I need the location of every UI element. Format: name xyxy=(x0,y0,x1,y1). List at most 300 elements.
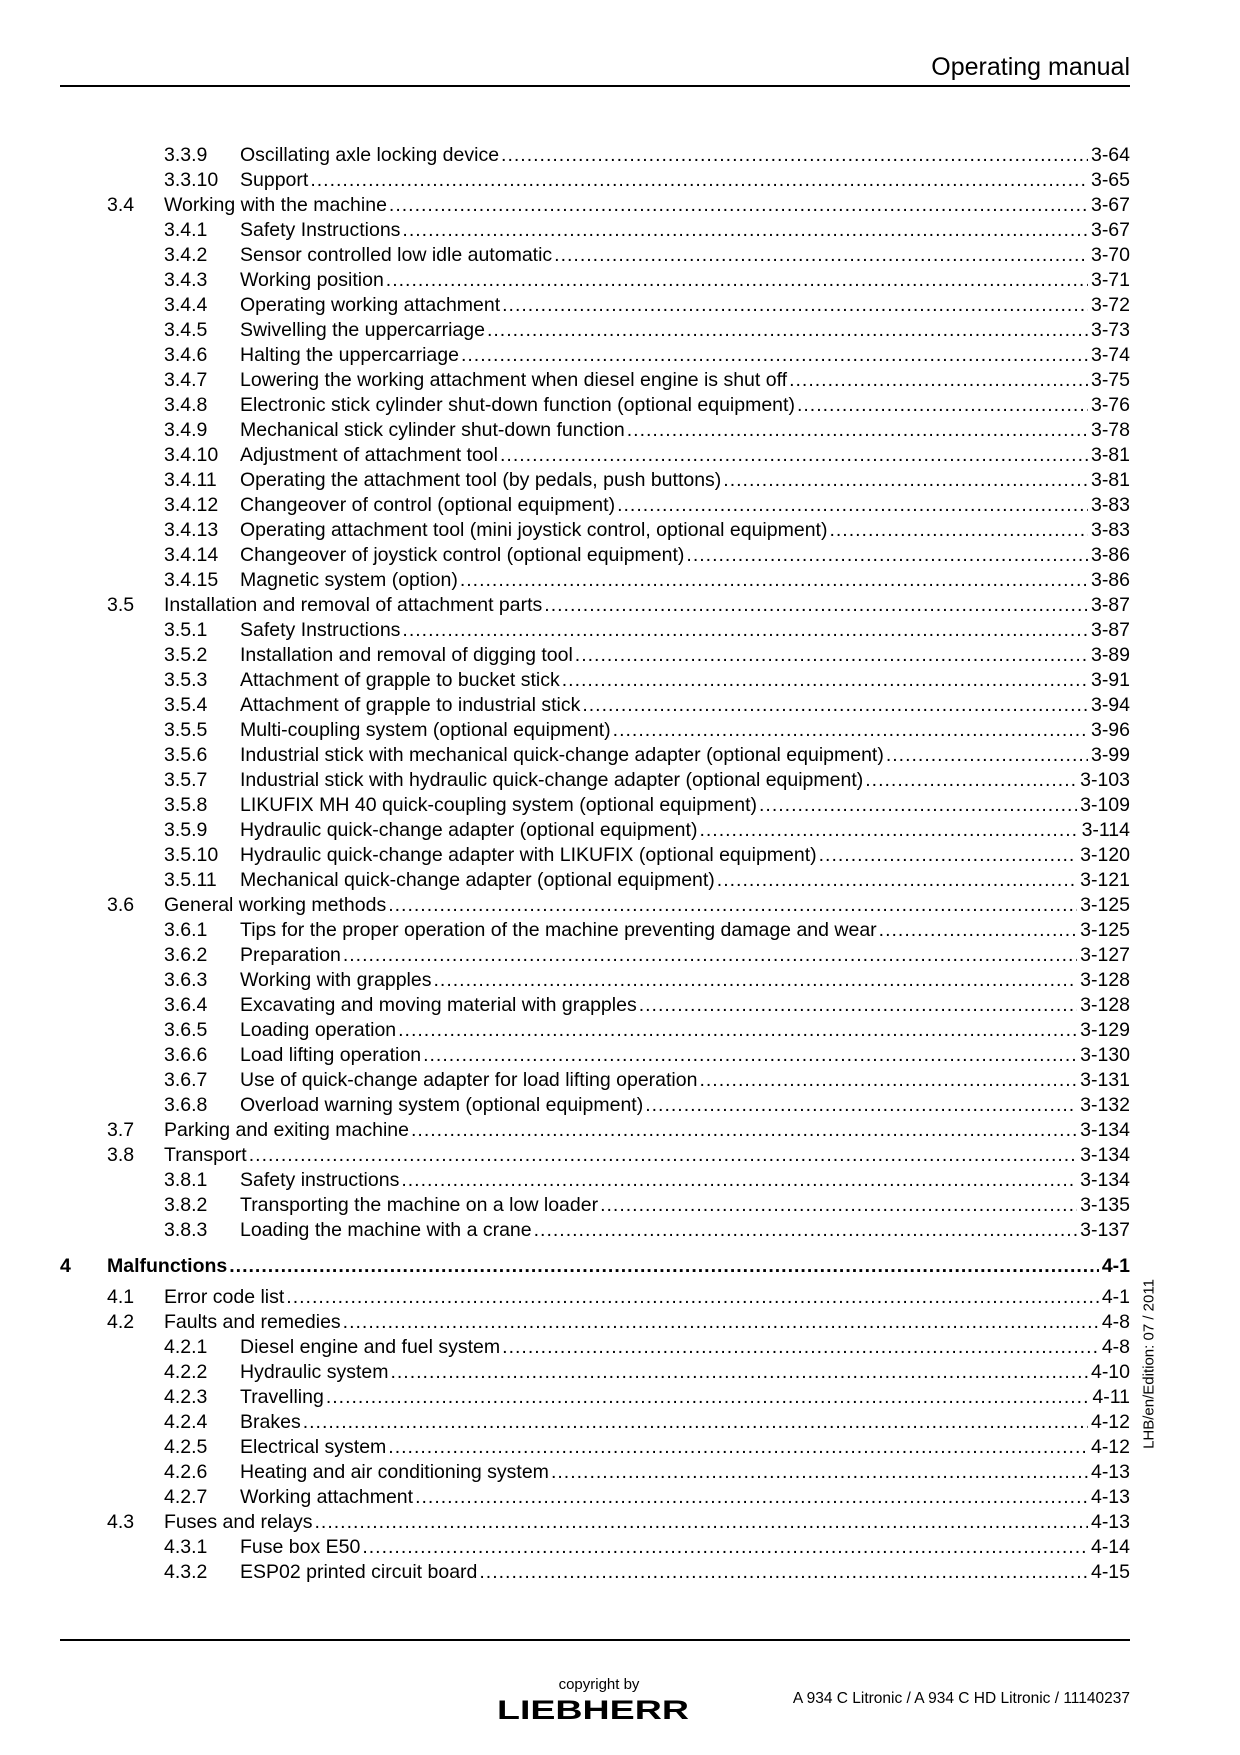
toc-dot-leader xyxy=(286,1285,1099,1310)
toc-entry-title: Operating attachment tool (mini joystick control, optional equipment) xyxy=(240,519,828,541)
toc-entry-number: 3.6 xyxy=(107,894,135,916)
toc-dot-leader xyxy=(501,143,1088,168)
toc-dot-leader xyxy=(502,293,1088,318)
toc-entry-number: 4.1 xyxy=(107,1286,135,1308)
toc-entry-number: 3.4.2 xyxy=(164,244,208,266)
toc-entry-title: Electrical system xyxy=(240,1436,387,1458)
toc-entry-number: 4.2.5 xyxy=(164,1436,208,1458)
toc-entry-title: Lowering the working attachment when diesel engine is shut off xyxy=(240,369,788,391)
toc-entry-number: 3.4.13 xyxy=(164,519,219,541)
toc-entry-line xyxy=(240,293,1130,318)
toc-entry-title: Working position xyxy=(240,269,384,291)
toc-entry[interactable] xyxy=(0,668,1240,693)
toc-entry-number: 3.6.3 xyxy=(164,969,208,991)
toc-entry-number: 3.4.3 xyxy=(164,269,208,291)
toc-dot-leader xyxy=(789,368,1088,393)
toc-dot-leader xyxy=(386,268,1088,293)
toc-entry-number: 3.5.8 xyxy=(164,794,208,816)
toc-dot-leader xyxy=(617,493,1088,518)
toc-entry[interactable] xyxy=(0,1510,1240,1535)
toc-entry[interactable] xyxy=(0,593,1240,618)
toc-entry-page: 3-135 xyxy=(1080,1194,1130,1216)
toc-entry[interactable] xyxy=(0,268,1240,293)
toc-entry[interactable] xyxy=(0,818,1240,843)
toc-entry-title: Mechanical quick-change adapter (optional equipment) xyxy=(240,869,715,891)
toc-entry-title: Loading the machine with a crane xyxy=(240,1219,532,1241)
toc-entry-title: Halting the uppercarriage xyxy=(240,344,459,366)
toc-entry-number: 3.8.2 xyxy=(164,1194,208,1216)
toc-dot-leader xyxy=(879,918,1077,943)
toc-entry[interactable] xyxy=(0,318,1240,343)
toc-entry-line xyxy=(240,1535,1130,1560)
toc-entry[interactable] xyxy=(0,393,1240,418)
toc-entry-title: Use of quick-change adapter for load lifting operation xyxy=(240,1069,698,1091)
toc-entry-line xyxy=(240,1560,1130,1585)
toc-entry-number: 3.5.10 xyxy=(164,844,219,866)
toc-entry-page: 4-12 xyxy=(1090,1411,1130,1433)
toc-entry-page: 3-132 xyxy=(1080,1094,1130,1116)
toc-entry-line xyxy=(240,918,1130,943)
toc-entry-line xyxy=(240,1193,1130,1218)
toc-entry-line xyxy=(107,1254,1130,1279)
toc-dot-leader xyxy=(402,618,1088,643)
toc-entry-line xyxy=(164,593,1130,618)
toc-entry[interactable] xyxy=(0,368,1240,393)
toc-entry-title: Fuse box E50 xyxy=(240,1536,361,1558)
toc-entry[interactable] xyxy=(0,1193,1240,1218)
toc-dot-leader xyxy=(390,1360,1088,1385)
toc-dot-leader xyxy=(500,443,1088,468)
toc-entry[interactable] xyxy=(0,493,1240,518)
toc-entry-line xyxy=(240,318,1130,343)
toc-entry-page: 3-134 xyxy=(1080,1119,1130,1141)
toc-entry-number: 3.5.7 xyxy=(164,769,208,791)
header-rule xyxy=(60,85,1130,87)
toc-entry-line xyxy=(240,218,1130,243)
toc-dot-leader xyxy=(582,693,1088,718)
toc-entry[interactable] xyxy=(0,718,1240,743)
toc-entry-number: 3.3.10 xyxy=(164,169,219,191)
toc-entry-line xyxy=(240,443,1130,468)
toc-entry-number: 3.4 xyxy=(107,194,135,216)
toc-entry-number: 3.3.9 xyxy=(164,144,208,166)
toc-entry-page: 3-134 xyxy=(1080,1169,1130,1191)
toc-entry-line xyxy=(240,1485,1130,1510)
toc-entry-title: Working with the machine xyxy=(164,194,387,216)
toc-dot-leader xyxy=(315,1510,1088,1535)
toc-entry-line xyxy=(240,1460,1130,1485)
toc-entry[interactable] xyxy=(0,743,1240,768)
toc-dot-leader xyxy=(551,1460,1088,1485)
toc-entry[interactable] xyxy=(0,1093,1240,1118)
toc-entry-line xyxy=(240,618,1130,643)
toc-entry-line xyxy=(240,418,1130,443)
toc-entry-page: 4-13 xyxy=(1090,1511,1130,1533)
toc-entry-number: 4.2.6 xyxy=(164,1461,208,1483)
toc-dot-leader xyxy=(487,318,1088,343)
toc-entry-page: 3-109 xyxy=(1080,794,1130,816)
toc-entry-line xyxy=(240,1093,1130,1118)
toc-entry-page: 3-83 xyxy=(1090,494,1130,516)
toc-dot-leader xyxy=(639,993,1077,1018)
toc-entry-line xyxy=(240,143,1130,168)
toc-entry-line xyxy=(240,1435,1130,1460)
toc-dot-leader xyxy=(461,343,1088,368)
toc-entry-title: Faults and remedies xyxy=(164,1311,341,1333)
toc-entry-title: Mechanical stick cylinder shut-down function xyxy=(240,419,625,441)
toc-entry-page: 4-14 xyxy=(1090,1536,1130,1558)
toc-entry[interactable] xyxy=(0,193,1240,218)
toc-dot-leader xyxy=(389,193,1088,218)
toc-dot-leader xyxy=(415,1485,1088,1510)
toc-entry-title: Operating the attachment tool (by pedals, push buttons) xyxy=(240,469,722,491)
toc-entry-page: 3-78 xyxy=(1090,419,1130,441)
toc-entry-line xyxy=(240,1218,1130,1243)
toc-entry[interactable] xyxy=(0,918,1240,943)
toc-entry-page: 3-96 xyxy=(1090,719,1130,741)
toc-entry-line xyxy=(164,893,1130,918)
toc-entry-line xyxy=(240,368,1130,393)
toc-entry-line xyxy=(240,868,1130,893)
toc-entry[interactable] xyxy=(0,468,1240,493)
toc-dot-leader xyxy=(229,1254,1099,1279)
toc-dot-leader xyxy=(343,1310,1099,1335)
toc-entry-title: Hydraulic quick-change adapter (optional equipment) xyxy=(240,819,698,841)
toc-dot-leader xyxy=(686,543,1088,568)
model-reference: A 934 C Litronic / A 934 C HD Litronic / 11140237 xyxy=(792,1690,1130,1707)
toc-entry-title: Safety instructions xyxy=(240,1169,400,1191)
toc-entry-page: 3-94 xyxy=(1090,694,1130,716)
toc-entry-line xyxy=(240,768,1130,793)
toc-entry[interactable] xyxy=(0,768,1240,793)
toc-entry[interactable] xyxy=(0,218,1240,243)
toc-entry-page: 4-12 xyxy=(1090,1436,1130,1458)
toc-dot-leader xyxy=(343,943,1077,968)
toc-dot-leader xyxy=(819,843,1077,868)
toc-entry-page: 3-130 xyxy=(1080,1044,1130,1066)
toc-entry-title: Support xyxy=(240,169,309,191)
toc-entry-page: 3-114 xyxy=(1081,819,1130,841)
toc-entry-line xyxy=(240,393,1130,418)
toc-entry-line xyxy=(164,1118,1130,1143)
toc-entry[interactable] xyxy=(0,1118,1240,1143)
footer-rule xyxy=(60,1639,1130,1641)
toc-entry-line xyxy=(240,1168,1130,1193)
toc-entry[interactable] xyxy=(0,1560,1240,1585)
toc-entry-page: 4-8 xyxy=(1101,1336,1130,1358)
toc-dot-leader xyxy=(460,568,1088,593)
toc-entry[interactable] xyxy=(0,243,1240,268)
toc-entry-title: Safety Instructions xyxy=(240,619,401,641)
toc-entry-page: 3-83 xyxy=(1090,519,1130,541)
toc-entry-number: 3.6.7 xyxy=(164,1069,208,1091)
toc-entry[interactable] xyxy=(0,1435,1240,1460)
toc-entry-line xyxy=(240,793,1130,818)
toc-entry-number: 3.5.9 xyxy=(164,819,208,841)
toc-dot-leader xyxy=(502,1335,1099,1360)
toc-entry-page: 3-70 xyxy=(1090,244,1130,266)
toc-entry-page: 4-13 xyxy=(1090,1486,1130,1508)
toc-entry[interactable] xyxy=(0,1168,1240,1193)
toc-entry-title: Malfunctions xyxy=(107,1255,228,1277)
toc-entry-page: 3-137 xyxy=(1080,1219,1130,1241)
toc-dot-leader xyxy=(534,1218,1078,1243)
toc-entry-page: 4-10 xyxy=(1090,1361,1130,1383)
toc-entry[interactable] xyxy=(0,1218,1240,1243)
toc-entry[interactable] xyxy=(0,968,1240,993)
toc-entry-number: 3.5.2 xyxy=(164,644,208,666)
toc-entry-page: 4-1 xyxy=(1101,1255,1130,1277)
toc-entry-number: 4.3.1 xyxy=(164,1536,208,1558)
toc-dot-leader xyxy=(423,1043,1077,1068)
toc-dot-leader xyxy=(829,518,1088,543)
toc-entry-number: 3.5.11 xyxy=(164,869,217,891)
toc-entry-line xyxy=(240,1410,1130,1435)
toc-entry-title: Attachment of grapple to industrial stick xyxy=(240,694,581,716)
toc-entry-number: 3.6.1 xyxy=(164,919,208,941)
toc-entry-title: ESP02 printed circuit board xyxy=(240,1561,478,1583)
toc-entry[interactable] xyxy=(0,1335,1240,1360)
toc-entry-page: 3-87 xyxy=(1090,594,1130,616)
toc-dot-leader xyxy=(402,218,1088,243)
toc-entry-page: 3-81 xyxy=(1090,444,1130,466)
toc-entry-title: Hydraulic quick-change adapter with LIKUFIX (optional equipment) xyxy=(240,844,817,866)
toc-entry[interactable] xyxy=(0,343,1240,368)
toc-entry-title: Loading operation xyxy=(240,1019,397,1041)
toc-entry-title: Working attachment xyxy=(240,1486,414,1508)
toc-entry-number: 3.4.14 xyxy=(164,544,219,566)
toc-entry-line xyxy=(240,468,1130,493)
toc-dot-leader xyxy=(723,468,1088,493)
toc-entry[interactable] xyxy=(0,1018,1240,1043)
toc-entry-page: 3-129 xyxy=(1080,1019,1130,1041)
toc-entry-line xyxy=(240,1385,1130,1410)
toc-entry-title: Parking and exiting machine xyxy=(164,1119,409,1141)
toc-entry-number: 4 xyxy=(60,1255,71,1277)
toc-entry-title: Transporting the machine on a low loader xyxy=(240,1194,599,1216)
toc-entry-line xyxy=(240,693,1130,718)
toc-entry-title: Heating and air conditioning system xyxy=(240,1461,549,1483)
toc-dot-leader xyxy=(326,1385,1090,1410)
toc-entry[interactable] xyxy=(0,1460,1240,1485)
toc-entry-line xyxy=(164,1285,1130,1310)
toc-entry[interactable] xyxy=(0,1254,1240,1279)
page-header-title: Operating manual xyxy=(931,53,1130,81)
toc-dot-leader xyxy=(699,818,1078,843)
toc-entry-page: 3-120 xyxy=(1080,844,1130,866)
toc-entry-title: Diesel engine and fuel system xyxy=(240,1336,501,1358)
toc-entry-title: Electronic stick cylinder shut-down function (optional equipment) xyxy=(240,394,795,416)
toc-entry-title: Excavating and moving material with grapples xyxy=(240,994,637,1016)
toc-entry-line xyxy=(240,968,1130,993)
toc-entry-number: 3.5.5 xyxy=(164,719,208,741)
toc-entry-line xyxy=(240,168,1130,193)
toc-entry-number: 3.4.10 xyxy=(164,444,219,466)
liebherr-logo xyxy=(497,1694,692,1724)
toc-entry-page: 3-128 xyxy=(1080,994,1130,1016)
toc-entry-line xyxy=(164,193,1130,218)
toc-entry-title: Installation and removal of attachment parts xyxy=(164,594,543,616)
toc-entry-number: 3.6.4 xyxy=(164,994,208,1016)
toc-dot-leader xyxy=(554,243,1088,268)
toc-entry-title: Swivelling the uppercarriage xyxy=(240,319,485,341)
toc-entry-page: 3-73 xyxy=(1090,319,1130,341)
toc-entry-page: 3-65 xyxy=(1090,169,1130,191)
toc-dot-leader xyxy=(600,1193,1077,1218)
toc-entry-title: Sensor controlled low idle automatic xyxy=(240,244,553,266)
toc-entry-line xyxy=(240,643,1130,668)
toc-entry-number: 3.6.2 xyxy=(164,944,208,966)
toc-entry[interactable] xyxy=(0,1360,1240,1385)
toc-entry[interactable] xyxy=(0,1043,1240,1068)
toc-entry-page: 4-15 xyxy=(1090,1561,1130,1583)
toc-dot-leader xyxy=(717,868,1077,893)
toc-entry-number: 4.2 xyxy=(107,1311,135,1333)
toc-entry-title: General working methods xyxy=(164,894,387,916)
toc-entry-line xyxy=(240,1335,1130,1360)
toc-dot-leader xyxy=(699,1068,1077,1093)
toc-dot-leader xyxy=(562,668,1088,693)
toc-dot-leader xyxy=(886,743,1088,768)
toc-entry-title: Changeover of control (optional equipment) xyxy=(240,494,616,516)
toc-entry-number: 4.2.1 xyxy=(164,1336,208,1358)
toc-entry-page: 3-125 xyxy=(1080,919,1130,941)
toc-entry-number: 3.8 xyxy=(107,1144,135,1166)
toc-entry[interactable] xyxy=(0,1143,1240,1168)
toc-entry-title: Transport xyxy=(164,1144,247,1166)
toc-entry[interactable] xyxy=(0,568,1240,593)
toc-entry-line xyxy=(240,993,1130,1018)
toc-entry-title: Changeover of joystick control (optional equipment) xyxy=(240,544,685,566)
toc-entry-line xyxy=(240,1043,1130,1068)
toc-entry-page: 3-131 xyxy=(1080,1069,1130,1091)
toc-entry-title: Attachment of grapple to bucket stick xyxy=(240,669,560,691)
toc-entry[interactable] xyxy=(0,418,1240,443)
toc-entry-number: 3.8.3 xyxy=(164,1219,208,1241)
toc-entry-line xyxy=(240,243,1130,268)
toc-entry-number: 3.4.15 xyxy=(164,569,219,591)
toc-entry-number: 3.6.5 xyxy=(164,1019,208,1041)
toc-entry-line xyxy=(240,943,1130,968)
toc-entry-page: 3-72 xyxy=(1090,294,1130,316)
toc-dot-leader xyxy=(759,793,1077,818)
toc-entry[interactable] xyxy=(0,843,1240,868)
toc-entry-title: Magnetic system (option) xyxy=(240,569,458,591)
toc-entry-page: 3-64 xyxy=(1090,144,1130,166)
toc-entry-page: 3-67 xyxy=(1090,194,1130,216)
toc-entry[interactable] xyxy=(0,1310,1240,1335)
toc-entry-number: 3.4.5 xyxy=(164,319,208,341)
toc-entry-number: 4.3 xyxy=(107,1511,135,1533)
toc-entry[interactable] xyxy=(0,618,1240,643)
toc-dot-leader xyxy=(797,393,1088,418)
toc-entry-number: 3.4.1 xyxy=(164,219,208,241)
toc-entry[interactable] xyxy=(0,1535,1240,1560)
toc-entry-number: 3.7 xyxy=(107,1119,135,1141)
toc-entry-number: 3.4.4 xyxy=(164,294,208,316)
toc-entry[interactable] xyxy=(0,943,1240,968)
toc-entry-number: 4.2.3 xyxy=(164,1386,208,1408)
toc-entry-title: Adjustment of attachment tool xyxy=(240,444,498,466)
toc-entry-page: 3-128 xyxy=(1080,969,1130,991)
toc-entry-number: 3.4.11 xyxy=(164,469,217,491)
toc-entry-line xyxy=(240,343,1130,368)
toc-entry-number: 3.4.12 xyxy=(164,494,219,516)
toc-entry-page: 3-74 xyxy=(1090,344,1130,366)
toc-entry-number: 3.8.1 xyxy=(164,1169,208,1191)
toc-entry-title: Installation and removal of digging tool xyxy=(240,644,573,666)
toc-dot-leader xyxy=(645,1093,1077,1118)
toc-entry[interactable] xyxy=(0,543,1240,568)
toc-entry-page: 3-103 xyxy=(1080,769,1130,791)
toc-entry-page: 4-11 xyxy=(1092,1386,1130,1408)
toc-entry[interactable] xyxy=(0,868,1240,893)
toc-entry[interactable] xyxy=(0,893,1240,918)
toc-entry-page: 4-1 xyxy=(1101,1286,1130,1308)
toc-entry[interactable] xyxy=(0,1068,1240,1093)
toc-dot-leader xyxy=(544,593,1088,618)
toc-dot-leader xyxy=(433,968,1077,993)
toc-entry-number: 3.6.6 xyxy=(164,1044,208,1066)
toc-entry[interactable] xyxy=(0,793,1240,818)
toc-entry-line xyxy=(240,268,1130,293)
toc-dot-leader xyxy=(249,1143,1077,1168)
toc-entry-page: 3-121 xyxy=(1080,869,1130,891)
toc-entry-page: 4-13 xyxy=(1090,1461,1130,1483)
toc-entry-number: 3.4.8 xyxy=(164,394,208,416)
toc-entry-number: 4.2.2 xyxy=(164,1361,208,1383)
toc-entry[interactable] xyxy=(0,443,1240,468)
toc-entry[interactable] xyxy=(0,168,1240,193)
toc-entry-title: Error code list xyxy=(164,1286,285,1308)
toc-entry-title: Industrial stick with mechanical quick-change adapter (optional equipment) xyxy=(240,744,884,766)
toc-entry[interactable] xyxy=(0,293,1240,318)
toc-entry-line xyxy=(240,568,1130,593)
toc-entry-title: Working with grapples xyxy=(240,969,432,991)
toc-entry-title: Travelling xyxy=(240,1386,324,1408)
toc-entry-page: 4-8 xyxy=(1101,1311,1130,1333)
toc-entry-title: Industrial stick with hydraulic quick-change adapter (optional equipment) xyxy=(240,769,864,791)
toc-entry[interactable] xyxy=(0,518,1240,543)
toc-entry[interactable] xyxy=(0,1485,1240,1510)
toc-entry[interactable] xyxy=(0,1285,1240,1310)
toc-entry-line xyxy=(164,1143,1130,1168)
toc-entry-page: 3-99 xyxy=(1090,744,1130,766)
toc-entry-page: 3-125 xyxy=(1080,894,1130,916)
toc-entry-page: 3-127 xyxy=(1080,944,1130,966)
toc-entry-title: Preparation xyxy=(240,944,341,966)
toc-entry[interactable] xyxy=(0,993,1240,1018)
toc-entry-page: 3-86 xyxy=(1090,544,1130,566)
toc-dot-leader xyxy=(575,643,1088,668)
toc-entry-line xyxy=(240,493,1130,518)
toc-dot-leader xyxy=(411,1118,1077,1143)
toc-dot-leader xyxy=(627,418,1088,443)
toc-entry[interactable] xyxy=(0,693,1240,718)
toc-entry-title: Safety Instructions xyxy=(240,219,401,241)
toc-entry[interactable] xyxy=(0,1410,1240,1435)
toc-entry-line xyxy=(240,818,1130,843)
toc-entry-line xyxy=(240,518,1130,543)
toc-entry[interactable] xyxy=(0,143,1240,168)
toc-dot-leader xyxy=(613,718,1088,743)
toc-entry-number: 3.5 xyxy=(107,594,135,616)
toc-entry[interactable] xyxy=(0,1385,1240,1410)
logo-wordmark: LIEBHERR xyxy=(497,1695,689,1724)
toc-entry[interactable] xyxy=(0,643,1240,668)
toc-entry-line xyxy=(240,743,1130,768)
toc-entry-page: 3-87 xyxy=(1090,619,1130,641)
